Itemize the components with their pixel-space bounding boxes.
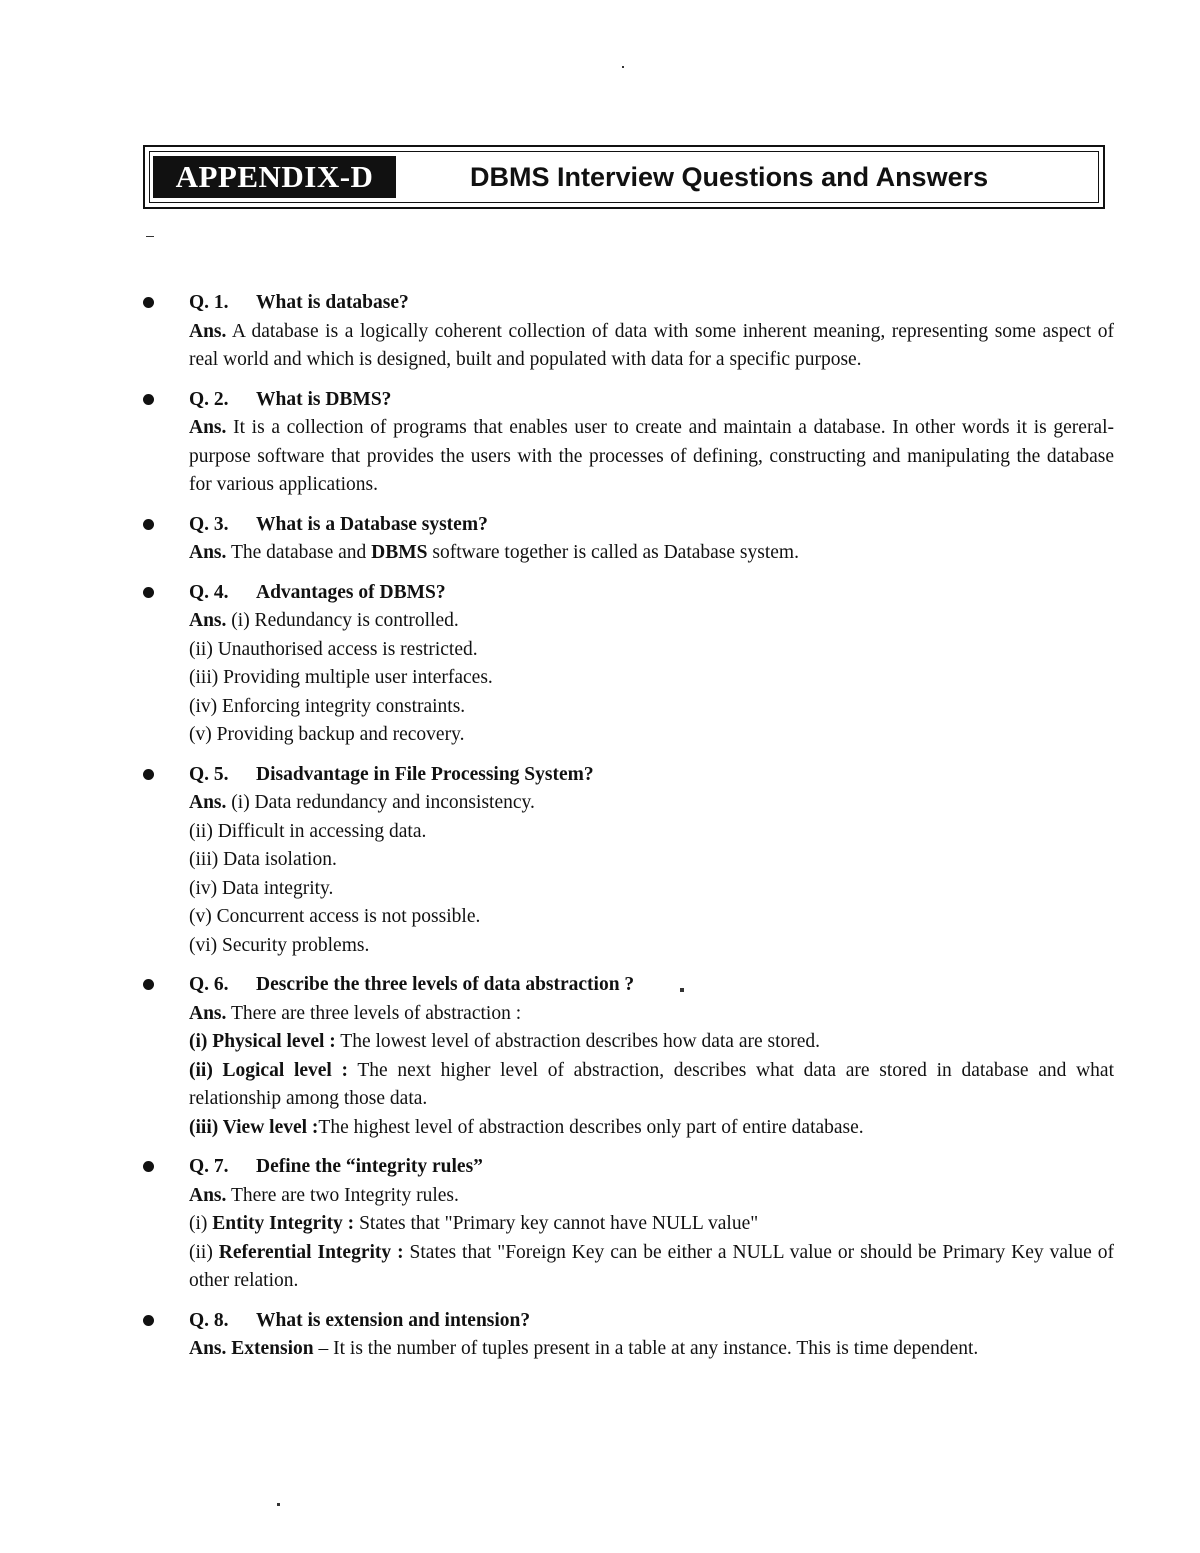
answer-intro xyxy=(189,1000,1114,1029)
answer xyxy=(189,318,1114,375)
answer-list-item: (iii) Providing multiple user interfaces. xyxy=(189,667,493,688)
question-text: What is extension and intension? xyxy=(256,1309,531,1331)
answer-term: Entity Integrity : xyxy=(212,1213,355,1234)
question-text: Advantages of DBMS? xyxy=(256,581,446,603)
answer-list-item xyxy=(189,1114,1114,1143)
question-text: Disadvantage in File Processing System? xyxy=(256,763,594,785)
scan-speck xyxy=(622,66,624,68)
question xyxy=(189,971,1114,1000)
answer-text: States that "Primary key cannot have NULL value" xyxy=(354,1213,759,1234)
bullet-icon xyxy=(143,394,154,405)
answer-first-line xyxy=(189,789,1114,818)
answer-term: Extension xyxy=(231,1338,314,1359)
qa-item-3 xyxy=(0,511,1200,568)
qa-item-8 xyxy=(0,1307,1200,1364)
answer-term: (iii) View level : xyxy=(189,1116,319,1138)
answer-label: Ans. xyxy=(189,320,227,342)
bullet-icon xyxy=(143,587,154,598)
qa-item-6 xyxy=(0,971,1200,1142)
answer-text: The next higher level of abstraction, describes what data are stored in database and what relationship among those data. xyxy=(189,1059,1114,1109)
answer-label: Ans. xyxy=(189,542,227,563)
answer-list-item: (iv) Enforcing integrity constraints. xyxy=(189,695,466,717)
answer-list-item: (v) Concurrent access is not possible. xyxy=(189,906,481,927)
answer xyxy=(189,1335,1114,1364)
bullet-icon xyxy=(143,1315,154,1326)
answer-text: The highest level of abstraction describes only part of entire database. xyxy=(318,1116,864,1138)
question xyxy=(189,579,1114,608)
answer-list-item xyxy=(189,1210,1114,1239)
answer-term: (ii) Logical level : xyxy=(189,1059,349,1081)
question-number: Q. 6. xyxy=(189,974,229,995)
answer-text: software together is called as Database system. xyxy=(427,542,799,563)
answer-text: States that "Foreign Key can be either a NULL value or should be Primary Key value of other relation. xyxy=(189,1241,1115,1291)
scan-speck xyxy=(277,1503,280,1506)
answer-list-item xyxy=(189,1057,1114,1114)
answer-list-item: (ii) Unauthorised access is restricted. xyxy=(189,638,478,660)
answer-text: (i) Redundancy is controlled. xyxy=(231,610,459,631)
question-number: Q. 2. xyxy=(189,388,229,410)
question-text: What is database? xyxy=(256,292,409,313)
question-text: Describe the three levels of data abstraction ? xyxy=(256,974,635,995)
answer-list-item: (iii) Data isolation. xyxy=(189,849,337,870)
answer xyxy=(189,414,1114,500)
bullet-icon xyxy=(143,297,154,308)
answer-text: It is a collection of programs that enables user to create and maintain a database. In other words it is gereral-purpose software that provides the users with the processes of defining, constructing and manipulating the database for various applications. xyxy=(189,417,1114,495)
answer-term: DBMS xyxy=(371,542,428,563)
question xyxy=(189,289,1114,318)
question xyxy=(189,511,1114,540)
answer-text: The lowest level of abstraction describes how data are stored. xyxy=(335,1031,821,1052)
question xyxy=(189,1153,1114,1182)
answer-text: (i) Data redundancy and inconsistency. xyxy=(231,792,535,813)
answer-first-line xyxy=(189,607,1114,636)
question xyxy=(189,1307,1114,1336)
question-number: Q. 7. xyxy=(189,1156,229,1177)
qa-list xyxy=(0,289,1200,1375)
qa-item-4 xyxy=(0,579,1200,750)
question-number: Q. 3. xyxy=(189,513,229,535)
question-number: Q. 1. xyxy=(189,292,229,313)
answer-term: Referential Integrity : xyxy=(218,1241,404,1263)
answer-intro xyxy=(189,1182,1114,1211)
answer-label: Ans. xyxy=(189,417,227,438)
qa-item-5 xyxy=(0,761,1200,961)
scan-speck xyxy=(146,236,154,237)
appendix-label: APPENDIX-D xyxy=(153,156,396,198)
answer-label: Ans. xyxy=(189,792,227,813)
answer-text: The database and xyxy=(230,542,372,563)
answer xyxy=(189,539,1114,568)
answer-list-item xyxy=(189,1028,1114,1057)
answer-label: Ans. xyxy=(189,1002,227,1024)
answer-prefix: (i) xyxy=(189,1213,213,1234)
question-number: Q. 8. xyxy=(189,1309,229,1331)
qa-item-1 xyxy=(0,289,1200,375)
answer-label: Ans. xyxy=(189,1184,227,1206)
answer-text: – It is the number of tuples present in a table at any instance. This is time dependent. xyxy=(313,1338,979,1359)
bullet-icon xyxy=(143,769,154,780)
question-text: Define the “integrity rules” xyxy=(256,1156,483,1177)
question-text: What is DBMS? xyxy=(256,388,392,410)
answer-list-item: (v) Providing backup and recovery. xyxy=(189,724,465,745)
answer-text: There are three levels of abstraction : xyxy=(230,1002,522,1024)
qa-item-2 xyxy=(0,386,1200,500)
answer-list-item xyxy=(189,1239,1114,1296)
bullet-icon xyxy=(143,1161,154,1172)
answer-term: (i) Physical level : xyxy=(189,1031,336,1052)
question xyxy=(189,386,1114,415)
question-number: Q. 5. xyxy=(189,763,229,785)
answer-text: There are two Integrity rules. xyxy=(230,1184,459,1206)
answer-list-item: (ii) Difficult in accessing data. xyxy=(189,820,427,842)
bullet-icon xyxy=(143,519,154,530)
answer-list-item: (vi) Security problems. xyxy=(189,934,370,956)
qa-item-7 xyxy=(0,1153,1200,1296)
answer-text: A database is a logically coherent collection of data with some inherent meaning, representing some aspect of real world and which is designed, built and populated with data for a specific purpose. xyxy=(189,320,1114,370)
answer-prefix: (ii) xyxy=(189,1241,219,1263)
page-title: DBMS Interview Questions and Answers xyxy=(470,162,989,192)
answer-label: Ans. xyxy=(189,610,227,631)
question-text: What is a Database system? xyxy=(256,513,488,535)
answer-label: Ans. xyxy=(189,1338,227,1359)
answer-list-item: (iv) Data integrity. xyxy=(189,877,334,899)
bullet-icon xyxy=(143,979,154,990)
question xyxy=(189,761,1114,790)
question-number: Q. 4. xyxy=(189,581,229,603)
